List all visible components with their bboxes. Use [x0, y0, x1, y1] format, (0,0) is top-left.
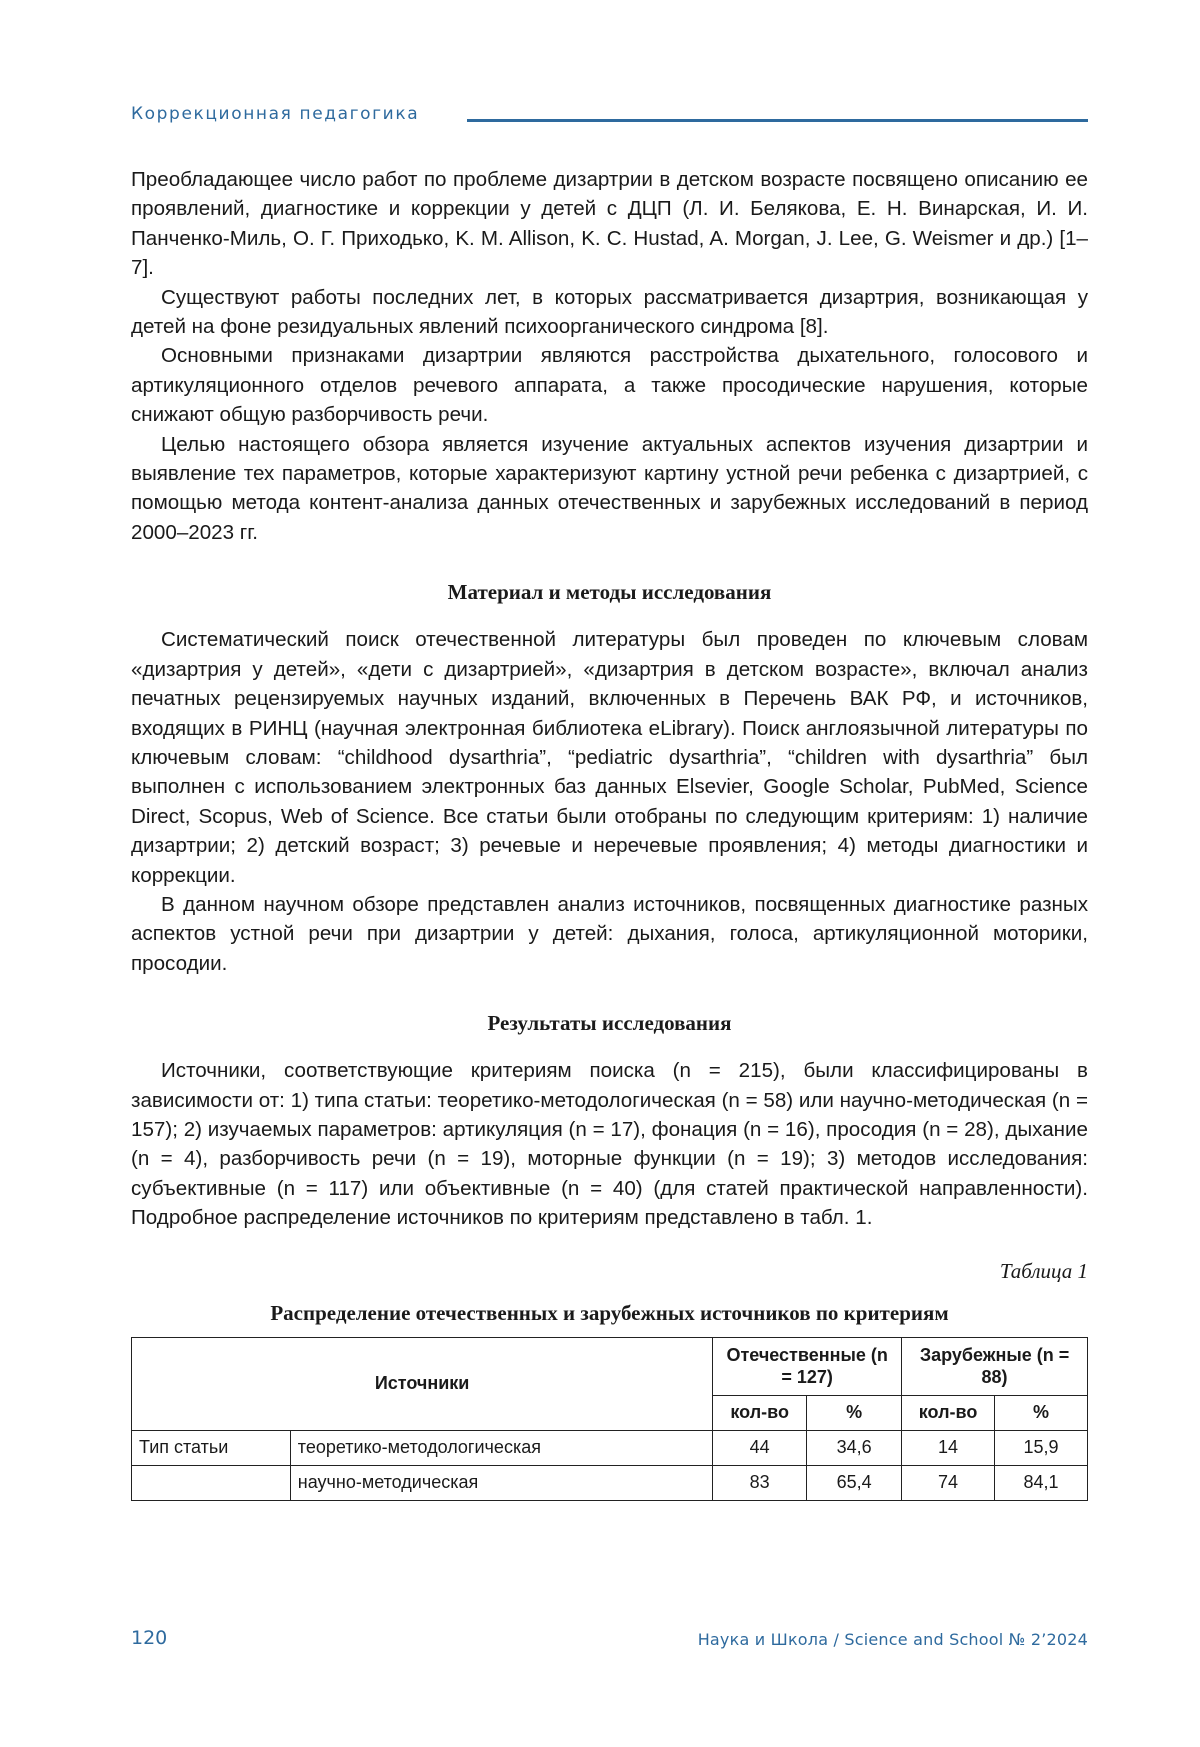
row-type: научно-методическая — [290, 1465, 712, 1500]
domestic-count: 44 — [713, 1430, 807, 1465]
sources-table — [131, 1337, 1088, 1501]
table-title: Распределение отечественных и зарубежных источников по критериям — [270, 1300, 949, 1325]
foreign-percent: 84,1 — [995, 1465, 1088, 1500]
section-name: Коррекционная педагогика — [131, 104, 420, 124]
intro-paragraph: Преобладающее число работ по проблеме дизартрии в детском возрасте посвящено описанию ее проявлений, диагностике и коррекции у детей с ДЦП (Л. И. Белякова, Е. Н. Винарская, И. И. Панченко-Миль, О. Г. Приходько, K. M. Allison, K. C. Hustad, A. Morgan, J. Lee, G. Weismer и др.) [1–7]. — [131, 168, 1088, 280]
header-domestic-percent: % — [807, 1395, 902, 1430]
foreign-count: 14 — [902, 1430, 995, 1465]
section-heading-results: Результаты исследования — [487, 1011, 732, 1036]
domestic-percent: 65,4 — [807, 1465, 902, 1500]
row-category — [132, 1465, 291, 1500]
domestic-percent: 34,6 — [807, 1430, 902, 1465]
intro-paragraph: Основными признаками дизартрии являются расстройства дыхательного, голосового и артикуляционного отделов речевого аппарата, а также просодические нарушения, которые снижают общую разборчивость речи. — [131, 344, 1088, 427]
header-foreign: Зарубежные (n = 88) — [902, 1337, 1088, 1395]
header-foreign-count: кол-во — [902, 1395, 995, 1430]
header-domestic-count: кол-во — [713, 1395, 807, 1430]
row-type: теоретико-методологическая — [290, 1430, 712, 1465]
intro-paragraph: Существуют работы последних лет, в которых рассматривается дизартрия, возникающая у детей на фоне резидуальных явлений психоорганического синдрома [8]. — [131, 285, 1088, 339]
row-category: Тип статьи — [132, 1430, 291, 1465]
domestic-count: 83 — [713, 1465, 807, 1500]
table-row — [132, 1465, 1088, 1500]
table-caption: Таблица 1 — [999, 1258, 1088, 1283]
foreign-count: 74 — [902, 1465, 995, 1500]
header-domestic: Отечественные (n = 127) — [713, 1337, 902, 1395]
page-number: 120 — [131, 1627, 168, 1649]
foreign-percent: 15,9 — [995, 1430, 1088, 1465]
running-header — [131, 104, 1088, 128]
table-row — [132, 1430, 1088, 1465]
results-paragraph: Источники, соответствующие критериям поиска (n = 215), были классифицированы в зависимости от: 1) типа статьи: теоретико-методологическая (n = 58) или научно-методическая (n = 157); 2) изучаемых параметров: артикуляция (n = 17), фонация (n = 16), просодия (n = 28), дыхание (n = 4), разборчивость речи (n = 19), моторные функции (n = 19); 3) методов исследования: субъективные (n = 117) или объективные (n = 40) (для статей практической направленности). Подробное распределение источников по критериям представлено в табл. 1. — [131, 1059, 1088, 1230]
header-rule — [467, 119, 1088, 122]
header-foreign-percent: % — [995, 1395, 1088, 1430]
intro-paragraph: Целью настоящего обзора является изучение актуальных аспектов изучения дизартрии и выявление тех параметров, которые характеризуют картину устной речи ребенка с дизартрией, с помощью метода контент-анализа данных отечественных и зарубежных исследований в период 2000–2023 гг. — [131, 432, 1088, 544]
article-body — [131, 165, 1088, 1501]
methods-paragraph: В данном научном обзоре представлен анализ источников, посвященных диагностике разных аспектов устной речи при дизартрии у детей: дыхания, голоса, артикуляционной моторики, просодии. — [131, 892, 1088, 975]
methods-paragraph: Систематический поиск отечественной литературы был проведен по ключевым словам «дизартрия у детей», «дети с дизартрией», «дизартрия в детском возрасте», включал анализ печатных рецензируемых научных изданий, включенных в Перечень ВАК РФ, и источников, входящих в РИНЦ (научная электронная библиотека eLibrary). Поиск англоязычной литературы по ключевым словам: “childhood dysarthria”, “pediatric dysarthria”, “children with dysarthria” был выполнен с использованием электронных баз данных Elsevier, Google Scholar, PubMed, Science Direct, Scopus, Web of Science. Все статьи были отобраны по следующим критериям: 1) наличие дизартрии; 2) детский возраст; 3) речевые и неречевые проявления; 4) методы диагностики и коррекции. — [131, 628, 1088, 887]
header-sources: Источники — [132, 1337, 713, 1430]
journal-name: Наука и Школа / Science and School № 2’2024 — [697, 1630, 1088, 1649]
section-heading-methods: Материал и методы исследования — [447, 580, 772, 605]
